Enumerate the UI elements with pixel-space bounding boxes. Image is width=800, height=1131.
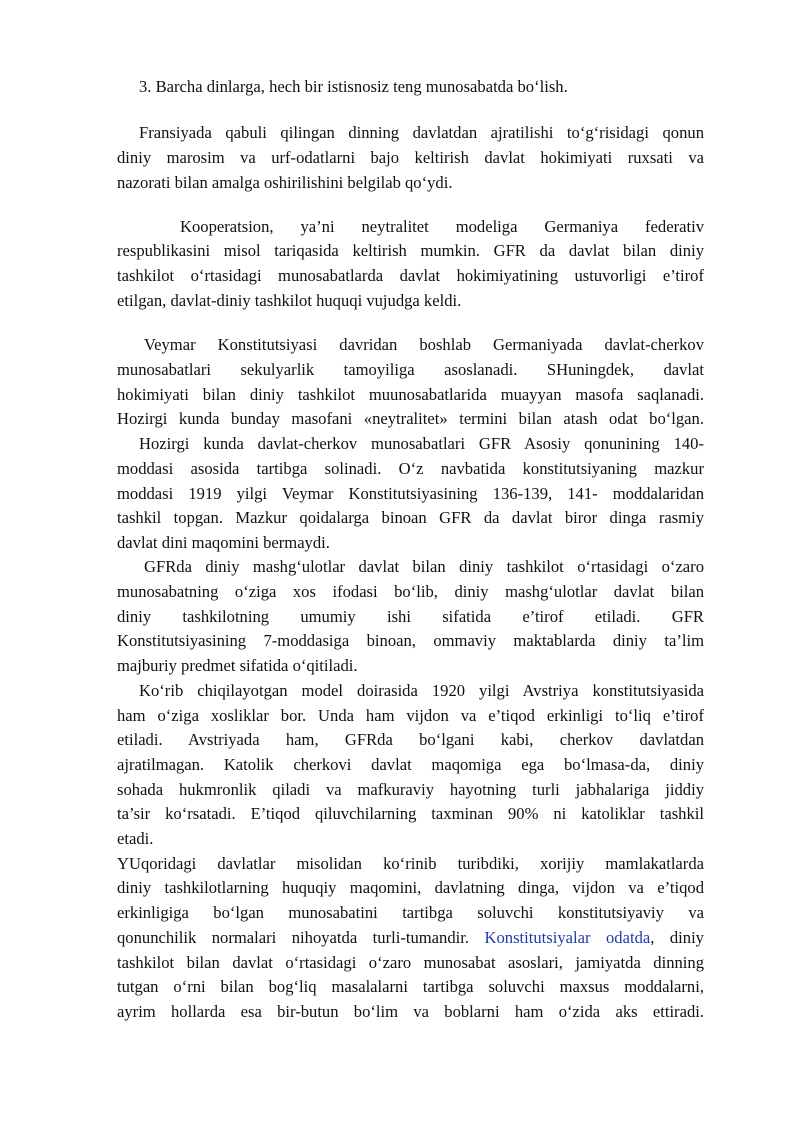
text-line: 3. Barcha dinlarga, hech bir istisnosiz teng munosabatda bo‘lish. (139, 77, 568, 96)
text-line: ham o‘ziga xosliklar bor. Unda ham vijdon va e’tiqod erkinligi to‘liq e’tirof (117, 706, 704, 725)
text-fragment: , diniy (650, 928, 704, 947)
text-line: Ko‘rib chiqilayotgan model doirasida 1920 yilgi Avstriya konstitutsiyasida (139, 681, 704, 700)
text-line: Veymar Konstitutsiyasi davridan boshlab Germaniyada davlat-cherkov (144, 335, 704, 354)
text-line: diniy tashkilotlarning huquqiy maqomini, davlatning dinga, vijdon va e’tiqod (117, 878, 704, 897)
text-fragment: qonunchilik normalari nihoyatda turli-tumandir. (117, 928, 485, 947)
text-line: nazorati bilan amalga oshirilishini belgilab qo‘ydi. (117, 173, 453, 192)
text-line: Hozirgi kunda bunday masofani «neytralitet» termini bilan atash odat bo‘lgan. (117, 409, 704, 428)
text-line: davlat dini maqomini bermaydi. (117, 533, 330, 552)
text-line: hokimiyati bilan diniy tashkilot muunosabatlarida muayyan masofa saqlanadi. (117, 385, 704, 404)
text-line: majburiy predmet sifatida o‘qitiladi. (117, 656, 358, 675)
text-line: tashkilot bilan davlat o‘rtasidagi o‘zaro munosabat asoslari, jamiyatda dinning (117, 953, 704, 972)
text-line: GFRda diniy mashg‘ulotlar davlat bilan diniy tashkilot o‘rtasidagi o‘zaro (144, 557, 704, 576)
text-line: ajratilmagan. Katolik cherkovi davlat maqomiga ega bo‘lmasa-da, diniy (117, 755, 704, 774)
text-line-with-link (117, 925, 704, 951)
text-line: moddasi asosida tartibga solinadi. O‘z navbatida konstitutsiyaning mazkur (117, 459, 704, 478)
text-line: tashkil topgan. Mazkur qoidalarga binoan GFR da davlat biror dinga rasmiy (117, 508, 704, 527)
text-line: ta’sir ko‘rsatadi. E’tiqod qiluvchilarning taxminan 90% ni katoliklar tashkil (117, 804, 704, 823)
text-line: Kooperatsion, ya’ni neytralitet modeliga Germaniya federativ (180, 217, 704, 236)
text-line: diniy tashkilotning umumiy ishi sifatida e’tirof etiladi. GFR (117, 607, 704, 626)
text-line: Fransiyada qabuli qilingan dinning davlatdan ajratilishi to‘g‘risidagi qonun (139, 123, 704, 142)
text-line: YUqoridagi davlatlar misolidan ko‘rinib turibdiki, xorijiy mamlakatlarda (117, 854, 704, 873)
text-line: munosabatning o‘ziga xos ifodasi bo‘lib, diniy mashg‘ulotlar davlat bilan (117, 582, 704, 601)
text-line: sohada hukmronlik qiladi va mafkuraviy hayotning turli jabhalariga jiddiy (117, 780, 704, 799)
text-line: tashkilot o‘rtasidagi munosabatlarda davlat hokimiyatining ustuvorligi e’tirof (117, 266, 704, 285)
text-line: munosabatlari sekulyarlik tamoyiliga asoslanadi. SHuningdek, davlat (117, 360, 704, 379)
text-line: Konstitutsiyasining 7-moddasiga binoan, ommaviy maktablarda diniy ta’lim (117, 631, 704, 650)
text-line: ayrim hollarda esa bir-butun bo‘lim va boblarni ham o‘zida aks ettiradi. (117, 1002, 704, 1021)
text-line: moddasi 1919 yilgi Veymar Konstitutsiyasining 136-139, 141- moddalaridan (117, 484, 704, 503)
text-line: diniy marosim va urf-odatlarni bajo keltirish davlat hokimiyati ruxsati va (117, 148, 704, 167)
text-line: etiladi. Avstriyada ham, GFRda bo‘lgani kabi, cherkov davlatdan (117, 730, 704, 749)
text-line: respublikasini misol tariqasida keltirish mumkin. GFR da davlat bilan diniy (117, 241, 704, 260)
text-line: etadi. (117, 829, 154, 848)
text-line: etilgan, davlat-diniy tashkilot huquqi vujudga keldi. (117, 291, 462, 310)
text-line: tutgan o‘rni bilan bog‘liq masalalarni tartibga soluvchi maxsus moddalarni, (117, 977, 704, 996)
text-line: erkinligiga bo‘lgan munosabatini tartibga soluvchi konstitutsiyaviy va (117, 903, 704, 922)
konstitutsiyalar-link[interactable]: Konstitutsiyalar odatda (484, 928, 651, 947)
text-line: Hozirgi kunda davlat-cherkov munosabatlari GFR Asosiy qonunining 140- (139, 434, 704, 453)
